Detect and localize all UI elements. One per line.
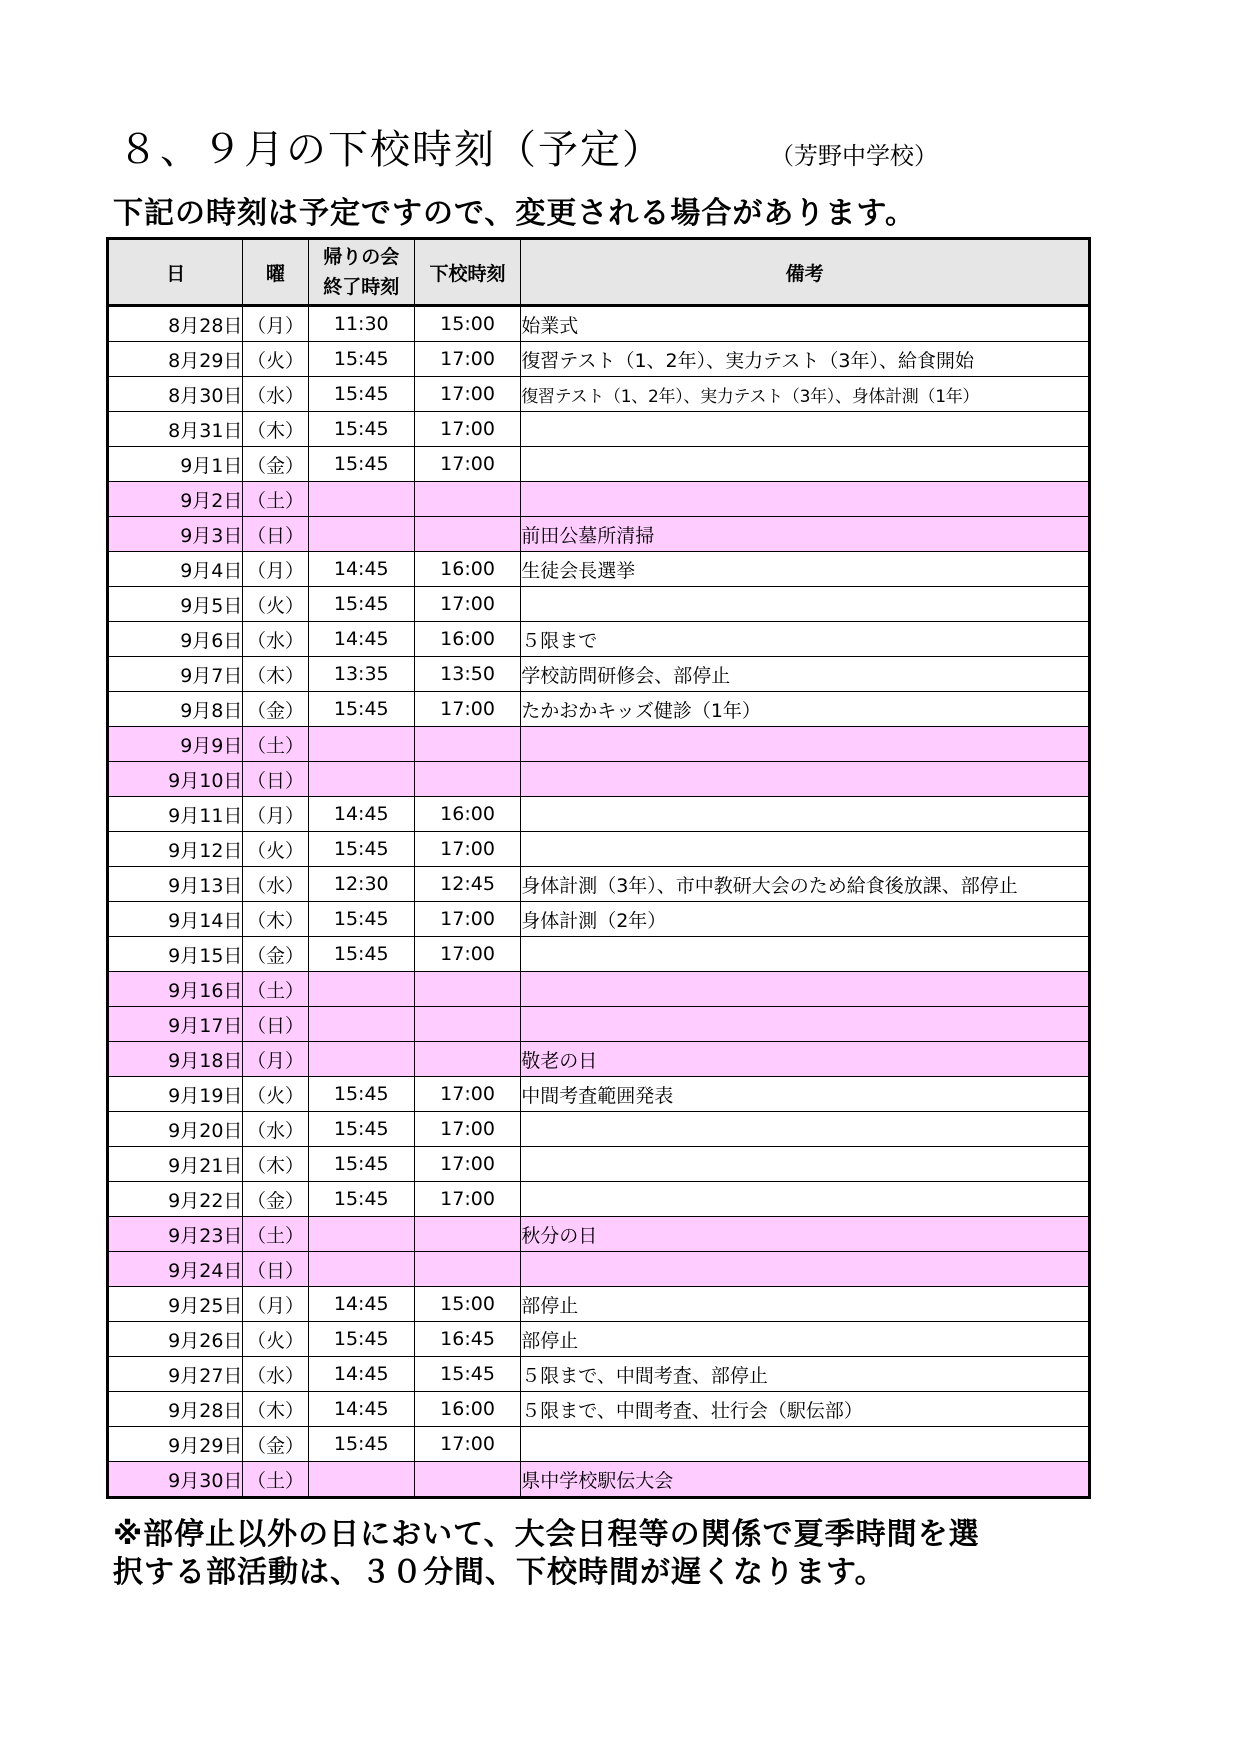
weekday-cell: （木） [243, 412, 308, 447]
dismissal-schedule-table [106, 237, 1091, 1499]
go-home-cell [414, 1042, 520, 1077]
date-cell: 9月25日 [108, 1287, 243, 1322]
table-row [108, 1252, 1090, 1287]
go-home-cell: 15:00 [414, 1287, 520, 1322]
go-home-cell: 15:00 [414, 306, 520, 342]
table-body [108, 306, 1090, 1498]
meeting-end-cell: 15:45 [308, 377, 414, 412]
table-row [108, 1007, 1090, 1042]
column-header-meeting-end [308, 239, 414, 306]
note-cell [521, 587, 1090, 622]
go-home-cell: 17:00 [414, 447, 520, 482]
date-cell: 9月15日 [108, 937, 243, 972]
note-cell [521, 832, 1090, 867]
go-home-cell: 16:45 [414, 1322, 520, 1357]
meeting-end-cell: 14:45 [308, 797, 414, 832]
meeting-end-cell [308, 517, 414, 552]
go-home-cell: 17:00 [414, 1112, 520, 1147]
table-row [108, 1392, 1090, 1427]
note-cell [521, 447, 1090, 482]
go-home-cell [414, 1217, 520, 1252]
weekday-cell: （月） [243, 1042, 308, 1077]
date-cell: 9月19日 [108, 1077, 243, 1112]
date-cell: 9月4日 [108, 552, 243, 587]
meeting-end-cell [308, 1252, 414, 1287]
table-row [108, 587, 1090, 622]
go-home-cell [414, 517, 520, 552]
weekday-cell: （火） [243, 587, 308, 622]
table-row [108, 1112, 1090, 1147]
note-cell [521, 1147, 1090, 1182]
go-home-cell: 17:00 [414, 377, 520, 412]
go-home-cell: 17:00 [414, 1182, 520, 1217]
note-cell: 学校訪問研修会、部停止 [521, 657, 1090, 692]
date-cell: 9月28日 [108, 1392, 243, 1427]
weekday-cell: （金） [243, 1182, 308, 1217]
table-row [108, 1042, 1090, 1077]
note-cell: 復習テスト（1、2年）、実力テスト（3年）、給食開始 [521, 342, 1090, 377]
table-row [108, 1322, 1090, 1357]
table-row [108, 342, 1090, 377]
note-cell: 中間考査範囲発表 [521, 1077, 1090, 1112]
weekday-cell: （金） [243, 937, 308, 972]
meeting-end-cell [308, 1007, 414, 1042]
date-cell: 9月11日 [108, 797, 243, 832]
table-row [108, 797, 1090, 832]
go-home-cell: 12:45 [414, 867, 520, 902]
date-cell: 8月29日 [108, 342, 243, 377]
table-row [108, 692, 1090, 727]
note-cell [521, 1427, 1090, 1462]
weekday-cell: （水） [243, 377, 308, 412]
date-cell: 9月17日 [108, 1007, 243, 1042]
note-cell [521, 1007, 1090, 1042]
note-cell: 県中学校駅伝大会 [521, 1462, 1090, 1498]
go-home-cell: 13:50 [414, 657, 520, 692]
column-header-weekday: 曜 [243, 239, 308, 306]
weekday-cell: （日） [243, 517, 308, 552]
table-row [108, 377, 1090, 412]
table-row [108, 937, 1090, 972]
weekday-cell: （水） [243, 867, 308, 902]
table-row [108, 1427, 1090, 1462]
note-cell [521, 1112, 1090, 1147]
go-home-cell: 16:00 [414, 552, 520, 587]
weekday-cell: （火） [243, 342, 308, 377]
meeting-end-cell: 15:45 [308, 832, 414, 867]
meeting-end-cell: 11:30 [308, 306, 414, 342]
meeting-end-cell: 15:45 [308, 902, 414, 937]
date-cell: 9月10日 [108, 762, 243, 797]
column-header-day: 日 [108, 239, 243, 306]
table-row [108, 517, 1090, 552]
note-cell [521, 482, 1090, 517]
table-row [108, 902, 1090, 937]
weekday-cell: （木） [243, 902, 308, 937]
meeting-end-cell: 15:45 [308, 587, 414, 622]
column-header-meeting-end-line1: 帰りの会 [323, 246, 400, 268]
note-cell: 部停止 [521, 1287, 1090, 1322]
meeting-end-cell [308, 727, 414, 762]
weekday-cell: （月） [243, 1287, 308, 1322]
go-home-cell: 17:00 [414, 832, 520, 867]
meeting-end-cell [308, 482, 414, 517]
table-row [108, 1357, 1090, 1392]
go-home-cell: 15:45 [414, 1357, 520, 1392]
note-cell [521, 762, 1090, 797]
go-home-cell: 17:00 [414, 692, 520, 727]
meeting-end-cell: 14:45 [308, 552, 414, 587]
date-cell: 9月27日 [108, 1357, 243, 1392]
meeting-end-cell: 15:45 [308, 342, 414, 377]
meeting-end-cell: 14:45 [308, 1392, 414, 1427]
date-cell: 8月31日 [108, 412, 243, 447]
weekday-cell: （月） [243, 797, 308, 832]
go-home-cell [414, 482, 520, 517]
weekday-cell: （土） [243, 727, 308, 762]
table-row [108, 867, 1090, 902]
date-cell: 8月28日 [108, 306, 243, 342]
meeting-end-cell: 15:45 [308, 937, 414, 972]
weekday-cell: （月） [243, 552, 308, 587]
table-row [108, 447, 1090, 482]
date-cell: 9月7日 [108, 657, 243, 692]
date-cell: 9月13日 [108, 867, 243, 902]
table-row [108, 1147, 1090, 1182]
weekday-cell: （金） [243, 1427, 308, 1462]
date-cell: 9月6日 [108, 622, 243, 657]
go-home-cell [414, 1007, 520, 1042]
table-row [108, 1462, 1090, 1498]
note-cell [521, 972, 1090, 1007]
weekday-cell: （木） [243, 1392, 308, 1427]
note-cell: ５限まで [521, 622, 1090, 657]
meeting-end-cell [308, 1217, 414, 1252]
go-home-cell: 17:00 [414, 412, 520, 447]
date-cell: 9月21日 [108, 1147, 243, 1182]
meeting-end-cell: 12:30 [308, 867, 414, 902]
footer-note-line1: ※部停止以外の日において、大会日程等の関係で夏季時間を選 [113, 1517, 980, 1552]
table-row [108, 1287, 1090, 1322]
go-home-cell: 17:00 [414, 902, 520, 937]
weekday-cell: （土） [243, 972, 308, 1007]
date-cell: 9月24日 [108, 1252, 243, 1287]
meeting-end-cell: 13:35 [308, 657, 414, 692]
date-cell: 9月14日 [108, 902, 243, 937]
weekday-cell: （土） [243, 1217, 308, 1252]
go-home-cell [414, 1252, 520, 1287]
note-cell [521, 727, 1090, 762]
weekday-cell: （水） [243, 1357, 308, 1392]
weekday-cell: （土） [243, 482, 308, 517]
meeting-end-cell: 15:45 [308, 1427, 414, 1462]
table-row [108, 727, 1090, 762]
note-cell: 秋分の日 [521, 1217, 1090, 1252]
date-cell: 9月3日 [108, 517, 243, 552]
go-home-cell: 17:00 [414, 342, 520, 377]
table-row [108, 622, 1090, 657]
weekday-cell: （水） [243, 622, 308, 657]
go-home-cell: 17:00 [414, 1147, 520, 1182]
date-cell: 8月30日 [108, 377, 243, 412]
column-header-meeting-end-line2: 終了時刻 [323, 276, 400, 298]
go-home-cell: 16:00 [414, 1392, 520, 1427]
date-cell: 9月12日 [108, 832, 243, 867]
date-cell: 9月23日 [108, 1217, 243, 1252]
date-cell: 9月30日 [108, 1462, 243, 1498]
note-cell [521, 1182, 1090, 1217]
go-home-cell: 17:00 [414, 937, 520, 972]
table-row [108, 552, 1090, 587]
meeting-end-cell: 15:45 [308, 1182, 414, 1217]
note-cell [521, 797, 1090, 832]
weekday-cell: （水） [243, 1112, 308, 1147]
note-cell: ５限まで、中間考査、部停止 [521, 1357, 1090, 1392]
meeting-end-cell: 15:45 [308, 1112, 414, 1147]
title-row [118, 118, 1118, 178]
go-home-cell: 16:00 [414, 797, 520, 832]
go-home-cell: 16:00 [414, 622, 520, 657]
weekday-cell: （土） [243, 1462, 308, 1498]
date-cell: 9月5日 [108, 587, 243, 622]
weekday-cell: （日） [243, 762, 308, 797]
note-cell [521, 412, 1090, 447]
schedule-notice: 下記の時刻は予定ですので、変更される場合があります。 [113, 196, 916, 231]
go-home-cell [414, 762, 520, 797]
weekday-cell: （火） [243, 1322, 308, 1357]
table-row [108, 1182, 1090, 1217]
date-cell: 9月26日 [108, 1322, 243, 1357]
go-home-cell [414, 972, 520, 1007]
meeting-end-cell [308, 1462, 414, 1498]
weekday-cell: （日） [243, 1007, 308, 1042]
meeting-end-cell [308, 972, 414, 1007]
table-header-row [108, 239, 1090, 306]
meeting-end-cell: 14:45 [308, 1357, 414, 1392]
weekday-cell: （木） [243, 1147, 308, 1182]
page-title: ８、９月の下校時刻（予定） [118, 127, 664, 173]
table-row [108, 1077, 1090, 1112]
table-row [108, 657, 1090, 692]
date-cell: 9月18日 [108, 1042, 243, 1077]
school-name: （芳野中学校） [770, 142, 938, 170]
date-cell: 9月29日 [108, 1427, 243, 1462]
go-home-cell [414, 1462, 520, 1498]
table-row [108, 482, 1090, 517]
date-cell: 9月8日 [108, 692, 243, 727]
go-home-cell [414, 727, 520, 762]
date-cell: 9月16日 [108, 972, 243, 1007]
note-cell: 始業式 [521, 306, 1090, 342]
note-cell: 生徒会長選挙 [521, 552, 1090, 587]
note-cell: たかおかキッズ健診（1年） [521, 692, 1090, 727]
note-cell: 部停止 [521, 1322, 1090, 1357]
weekday-cell: （火） [243, 832, 308, 867]
note-cell [521, 1252, 1090, 1287]
note-cell: 前田公墓所清掃 [521, 517, 1090, 552]
go-home-cell: 17:00 [414, 587, 520, 622]
note-cell: 身体計測（3年）、市中教研大会のため給食後放課、部停止 [521, 867, 1090, 902]
go-home-cell: 17:00 [414, 1427, 520, 1462]
meeting-end-cell: 14:45 [308, 622, 414, 657]
table-row [108, 412, 1090, 447]
note-cell [521, 937, 1090, 972]
meeting-end-cell [308, 762, 414, 797]
note-cell: 復習テスト（1、2年）、実力テスト（3年）、身体計測（1年） [521, 377, 1090, 412]
note-cell: ５限まで、中間考査、壮行会（駅伝部） [521, 1392, 1090, 1427]
meeting-end-cell: 15:45 [308, 1077, 414, 1112]
column-header-notes: 備考 [521, 239, 1090, 306]
table-row [108, 972, 1090, 1007]
note-cell: 身体計測（2年） [521, 902, 1090, 937]
column-header-go-home: 下校時刻 [414, 239, 520, 306]
weekday-cell: （火） [243, 1077, 308, 1112]
weekday-cell: （金） [243, 692, 308, 727]
weekday-cell: （月） [243, 306, 308, 342]
table-row [108, 1217, 1090, 1252]
table-row [108, 306, 1090, 342]
table-row [108, 832, 1090, 867]
meeting-end-cell: 15:45 [308, 692, 414, 727]
meeting-end-cell [308, 1042, 414, 1077]
date-cell: 9月9日 [108, 727, 243, 762]
date-cell: 9月22日 [108, 1182, 243, 1217]
meeting-end-cell: 15:45 [308, 1322, 414, 1357]
date-cell: 9月2日 [108, 482, 243, 517]
weekday-cell: （日） [243, 1252, 308, 1287]
table-row [108, 762, 1090, 797]
meeting-end-cell: 15:45 [308, 1147, 414, 1182]
weekday-cell: （金） [243, 447, 308, 482]
go-home-cell: 17:00 [414, 1077, 520, 1112]
footer-note [113, 1516, 980, 1592]
meeting-end-cell: 15:45 [308, 447, 414, 482]
date-cell: 9月1日 [108, 447, 243, 482]
meeting-end-cell: 14:45 [308, 1287, 414, 1322]
meeting-end-cell: 15:45 [308, 412, 414, 447]
date-cell: 9月20日 [108, 1112, 243, 1147]
weekday-cell: （木） [243, 657, 308, 692]
footer-note-line2: 択する部活動は、３０分間、下校時間が遅くなります。 [113, 1555, 886, 1590]
note-cell: 敬老の日 [521, 1042, 1090, 1077]
